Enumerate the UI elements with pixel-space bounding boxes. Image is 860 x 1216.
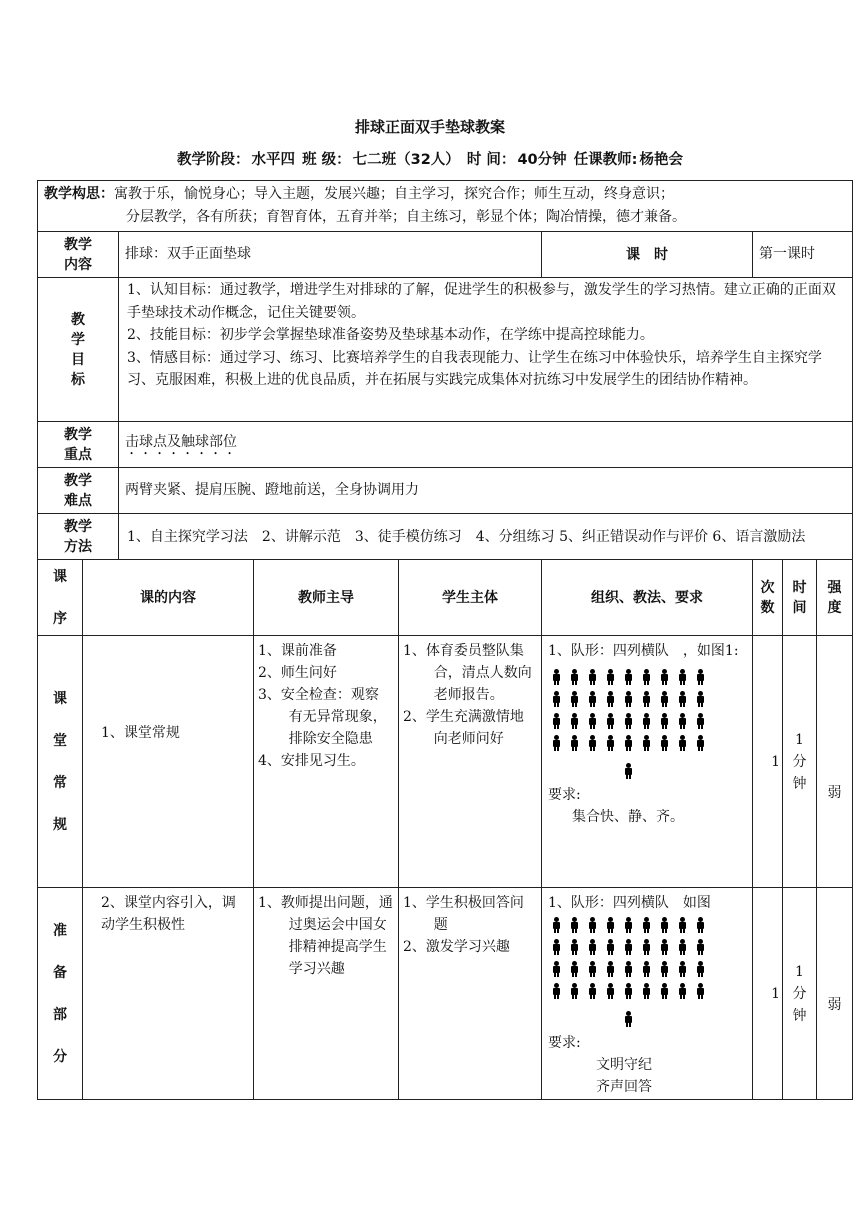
person-icon <box>692 668 710 686</box>
person-icon <box>692 982 710 1000</box>
person-icon <box>638 938 656 956</box>
person-icon <box>602 734 620 752</box>
person-icon <box>566 938 584 956</box>
person-icon <box>638 668 656 686</box>
goal-skill: 2、技能目标：初步学会掌握垫球准备姿势及垫球基本动作，在学练中提高控球能力。 <box>127 327 654 343</box>
concept-row <box>38 181 853 232</box>
person-icon <box>620 712 638 730</box>
person-icon <box>548 982 566 1000</box>
person-icon <box>602 690 620 708</box>
person-icon <box>620 734 638 752</box>
person-icon <box>584 982 602 1000</box>
row-duration: 1 分 钟 <box>783 636 817 888</box>
header-seq: 课 序 <box>38 560 83 636</box>
person-icon <box>620 982 638 1000</box>
row-times: 1 <box>753 636 783 888</box>
formation-row <box>548 936 752 958</box>
content-row <box>38 232 853 278</box>
row-content: 1、课堂常规 <box>83 636 254 888</box>
row-duration: 1 分 钟 <box>783 888 817 1100</box>
concept-text-2: 分层教学，各有所获；育智育体，五育并举；自主练习，彰显个体；陶冶情操，德才兼备。 <box>126 209 686 225</box>
header-organization: 组织、教法、要求 <box>542 560 753 636</box>
person-icon <box>638 690 656 708</box>
page-title: 排球正面双手垫球教案 <box>354 118 505 136</box>
time-value: 40分钟 <box>517 152 567 168</box>
teacher-label: 任课教师: <box>573 152 638 168</box>
person-icon <box>674 982 692 1000</box>
lesson-plan-table <box>37 180 853 1100</box>
person-icon <box>548 690 566 708</box>
key-point-label: 教学 重点 <box>38 422 119 468</box>
methods-label: 教学 方法 <box>38 514 119 560</box>
row-times: 1 <box>753 888 783 1100</box>
formation-row <box>548 710 752 732</box>
row-intensity: 弱 <box>817 636 853 888</box>
person-icon <box>566 982 584 1000</box>
difficulty-row <box>38 468 853 514</box>
class-value: 七二班（32人） <box>352 152 460 168</box>
goals-row <box>38 278 853 422</box>
goals-text <box>119 278 853 422</box>
concept-label: 教学构思： <box>44 186 114 202</box>
person-icon <box>566 690 584 708</box>
teacher-position <box>548 1008 752 1030</box>
table-row <box>38 636 853 888</box>
row-teacher: 1、课前准备 2、师生问好 3、安全检查：观察 有无异常现象，排除安全隐患 4、安排见习生。 <box>254 636 399 888</box>
difficulty-value: 两臂夹紧、提肩压腕、蹬地前送，全身协调用力 <box>119 468 853 514</box>
person-icon <box>656 960 674 978</box>
person-icon <box>620 960 638 978</box>
difficulty-label: 教学 难点 <box>38 468 119 514</box>
person-icon <box>674 938 692 956</box>
person-icon <box>656 938 674 956</box>
formation-row <box>548 666 752 688</box>
row-intensity: 弱 <box>817 888 853 1100</box>
person-icon <box>602 712 620 730</box>
person-icon <box>692 712 710 730</box>
person-icon <box>692 960 710 978</box>
person-icon <box>656 712 674 730</box>
person-icon <box>692 734 710 752</box>
header-teacher: 教师主导 <box>254 560 399 636</box>
person-icon <box>584 960 602 978</box>
methods-row <box>38 514 853 560</box>
person-icon <box>584 668 602 686</box>
person-icon <box>548 960 566 978</box>
stage-value: 水平四 <box>251 152 295 168</box>
goals-label: 教 学 目 标 <box>38 278 119 422</box>
formation-diagram <box>542 914 752 1030</box>
person-icon <box>602 960 620 978</box>
person-icon <box>656 734 674 752</box>
row-student: 1、学生积极回答问题 2、激发学习兴趣 <box>399 888 542 1100</box>
content-label: 教学 内容 <box>38 232 119 278</box>
content-value: 排球：双手正面垫球 <box>119 232 542 278</box>
person-icon <box>566 668 584 686</box>
header-times: 次 数 <box>753 560 783 636</box>
person-icon <box>620 668 638 686</box>
teacher-value: 杨艳会 <box>639 152 683 168</box>
person-icon <box>638 982 656 1000</box>
person-icon <box>548 712 566 730</box>
person-icon <box>656 668 674 686</box>
person-icon <box>620 1010 638 1028</box>
section-label: 准 备 部 分 <box>38 888 83 1100</box>
person-icon <box>602 982 620 1000</box>
header-intensity: 强 度 <box>817 560 853 636</box>
time-label: 时 间： <box>466 152 516 168</box>
person-icon <box>566 916 584 934</box>
person-icon <box>674 668 692 686</box>
person-icon <box>638 712 656 730</box>
person-icon <box>692 938 710 956</box>
person-icon <box>620 690 638 708</box>
person-icon <box>584 690 602 708</box>
person-icon <box>656 916 674 934</box>
person-icon <box>674 916 692 934</box>
person-icon <box>620 762 638 780</box>
key-point-value: 击球点及触球部位 <box>119 422 853 468</box>
row-student: 1、体育委员整队集合，清点人数向老师报告。 2、学生充满激情地向老师问好 <box>399 636 542 888</box>
person-icon <box>638 734 656 752</box>
period-value: 第一课时 <box>753 232 853 278</box>
person-icon <box>548 668 566 686</box>
person-icon <box>584 734 602 752</box>
concept-line-1 <box>44 183 846 206</box>
person-icon <box>584 938 602 956</box>
person-icon <box>692 690 710 708</box>
stage-label: 教学阶段： <box>177 152 250 168</box>
person-icon <box>692 916 710 934</box>
row-teacher: 1、教师提出问题，通过奥运会中国女排精神提高学生学习兴趣 <box>254 888 399 1100</box>
lesson-meta <box>0 148 860 169</box>
person-icon <box>548 938 566 956</box>
formation-row <box>548 958 752 980</box>
key-point-row <box>38 422 853 468</box>
row-content: 2、课堂内容引入，调动学生积极性 <box>83 888 254 1100</box>
formation-row <box>548 980 752 1002</box>
person-icon <box>584 916 602 934</box>
person-icon <box>674 690 692 708</box>
person-icon <box>548 734 566 752</box>
goal-cognitive: 1、认知目标：通过教学，增进学生对排球的了解，促进学生的积极参与，激发学生的学习热情。建立正确的正面双手垫球技术动作概念，记住关键要领。 <box>127 282 836 321</box>
person-icon <box>602 916 620 934</box>
class-label: 班 级： <box>302 152 351 168</box>
formation-row <box>548 914 752 936</box>
formation-row <box>548 688 752 710</box>
person-icon <box>638 960 656 978</box>
header-row <box>38 560 853 636</box>
methods-value: 1、自主探究学习法 2、讲解示范 3、徒手模仿练习 4、分组练习 5、纠正错误动作与评价 6、语言激励法 <box>119 514 853 560</box>
person-icon <box>584 712 602 730</box>
header-duration: 时 间 <box>783 560 817 636</box>
header-student: 学生主体 <box>399 560 542 636</box>
person-icon <box>674 712 692 730</box>
table-row <box>38 888 853 1100</box>
person-icon <box>656 690 674 708</box>
row-organization: 1、队形：四列横队 ，如图1: 要求: 集合快、静、齐。 <box>542 636 753 888</box>
formation-row <box>548 732 752 754</box>
period-label: 课 时 <box>542 232 753 278</box>
person-icon <box>620 938 638 956</box>
person-icon <box>656 982 674 1000</box>
person-icon <box>674 960 692 978</box>
section-label: 课 堂 常 规 <box>38 636 83 888</box>
person-icon <box>620 916 638 934</box>
formation-diagram <box>542 662 752 782</box>
teacher-position <box>548 760 752 782</box>
person-icon <box>566 960 584 978</box>
goal-affective: 3、情感目标：通过学习、练习、比赛培养学生的自我表现能力、让学生在练习中体验快乐，培养学生自主探究学习、克服困难，积极上进的优良品质，并在拓展与实践完成集体对抗练习中发展学生的团结协作精神。 <box>127 349 822 388</box>
header-content: 课的内容 <box>83 560 254 636</box>
row-organization: 1、队形：四列横队 如图 要求: 文明守纪 齐声回答 <box>542 888 753 1100</box>
concept-text-1: 寓教于乐，愉悦身心；导入主题，发展兴趣；自主学习，探究合作；师生互动，终身意识； <box>114 186 674 202</box>
person-icon <box>602 938 620 956</box>
person-icon <box>638 916 656 934</box>
person-icon <box>548 916 566 934</box>
person-icon <box>566 734 584 752</box>
person-icon <box>674 734 692 752</box>
person-icon <box>602 668 620 686</box>
person-icon <box>566 712 584 730</box>
